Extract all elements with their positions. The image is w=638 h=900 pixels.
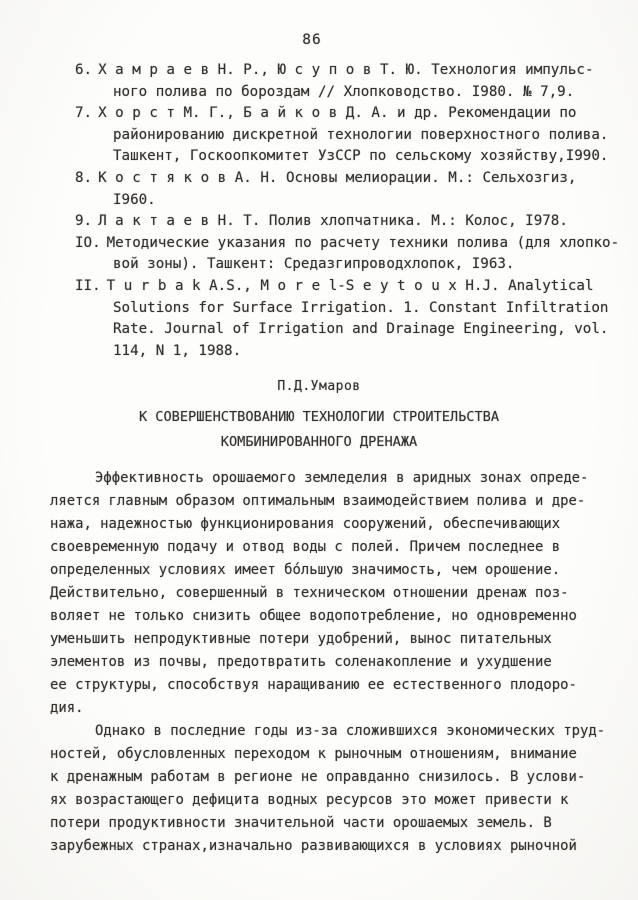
text-line: зарубежных странах,изначально развивающихся в условиях рыночной [50, 838, 577, 854]
text-line: вой зоны). Ташкент: Средазгипроводхлопок, I963. [113, 256, 515, 273]
text-line: дия. [50, 700, 84, 716]
paragraph-1 [50, 467, 594, 720]
reference-number: II. [75, 277, 101, 294]
article-body [50, 467, 606, 858]
text-line: ляется главным образом оптимальным взаимодействием полива и дре- [50, 493, 586, 509]
text-line: I960. [113, 191, 156, 208]
reference-text: Методические указания по расчету техники полива (для хлопко- [106, 234, 620, 251]
reference-text: T u r b a k A.S., M o r e l-S e y t o u x H.J. Analytical [106, 277, 594, 294]
reference-item-9 [75, 211, 598, 233]
reference-continuation [75, 190, 598, 212]
text-line: ях возрастающего дефицита водных ресурсов это может привести к [50, 792, 569, 808]
article-title [0, 405, 638, 454]
page-number: 86 [302, 32, 322, 48]
text-line: определенных условиях имеет бо́льшую значимость, чем орошение. [50, 562, 561, 578]
text-line: нажа, надежностью функционирования сооружений, обеспечивающих [50, 516, 561, 532]
text-line: районированию дискретной технологии поверхностного полива. [113, 126, 609, 143]
reference-item-6 [75, 60, 598, 103]
text-line: Однако в последние годы из-за сложившихся экономических труд- [95, 723, 606, 739]
reference-text: Л а к т а е в Н. Т. Полив хлопчатника. М.: Колос, I978. [98, 213, 568, 230]
reference-item-11 [75, 276, 609, 362]
reference-line [75, 60, 598, 82]
text-line: ее структуры, способствуя наращиванию ее естественного плодоро- [50, 677, 577, 693]
text-line: Ташкент, Госкоопкомитет УзССР по сельскому хозяйству,I990. [113, 148, 609, 165]
text-line: КОМБИНИРОВАННОГО ДРЕНАЖА [220, 433, 418, 450]
reference-item-8 [75, 168, 598, 211]
reference-line [75, 103, 598, 125]
text-line: воляет не только снизить общее водопотребление, но одновременно [50, 608, 577, 624]
text-line: потери продуктивности значительной части орошаемых земель. В [50, 815, 552, 831]
reference-continuation [75, 82, 598, 104]
text-line: своевременную подачу и отвод воды с полей. Причем последнее в [50, 539, 561, 555]
text-line: ностей, обусловленных переходом к рыночным отношениям, внимание [50, 746, 577, 762]
text-line: ного полива по бороздам // Хлопководство. I980. № 7,9. [113, 83, 575, 100]
text-line: элементов из почвы, предотвратить соленакопление и ухудшение [50, 654, 552, 670]
text-line: уменьшить непродуктивные потери удобрений, вынос питательных [50, 631, 552, 647]
reference-continuation [75, 298, 609, 363]
reference-line [75, 211, 598, 233]
text-line: К СОВЕРШЕНСТВОВАНИЮ ТЕХНОЛОГИИ СТРОИТЕЛЬСТВА [138, 409, 500, 425]
reference-text: К о с т я к о в А. Н. Основы мелиорации. М.: Сельхозгиз, [98, 169, 577, 186]
reference-item-10 [75, 233, 620, 276]
text-line: к дренажным работам в регионе не оправданно снизилось. В услови- [50, 769, 586, 785]
references-list [75, 60, 620, 362]
reference-line [75, 276, 598, 298]
reference-text: Х о р с т М. Г., Б а й к о в Д. А. и др. Рекомендации по [98, 105, 577, 122]
article-author: П.Д.Умаров [277, 379, 361, 394]
text-line: Действительно, совершенный в техническом отношении дренаж поз- [50, 585, 569, 601]
text-line: Эффективность орошаемого земледелия в аридных зонах опреде- [95, 470, 589, 486]
reference-number: IO. [75, 234, 101, 251]
text-line: 114, N 1, 1988. [113, 342, 242, 359]
reference-line [75, 168, 598, 190]
paragraph-2 [50, 720, 606, 858]
reference-number: 9. [75, 213, 93, 230]
reference-text: Х а м р а е в Н. Р., Ю с у п о в Т. Ю. Технология импульс- [98, 62, 594, 78]
reference-line [75, 233, 620, 255]
reference-continuation [75, 125, 609, 168]
reference-item-7 [75, 103, 609, 168]
reference-continuation [75, 254, 598, 276]
text-line: Solutions for Surface Irrigation. 1. Constant Infiltration [113, 299, 609, 316]
reference-number: 8. [75, 169, 93, 186]
text-line: Rate. Journal of Irrigation and Drainage Engineering, vol. [113, 321, 609, 338]
reference-number: 7. [75, 105, 93, 122]
reference-number: 6. [75, 62, 93, 78]
